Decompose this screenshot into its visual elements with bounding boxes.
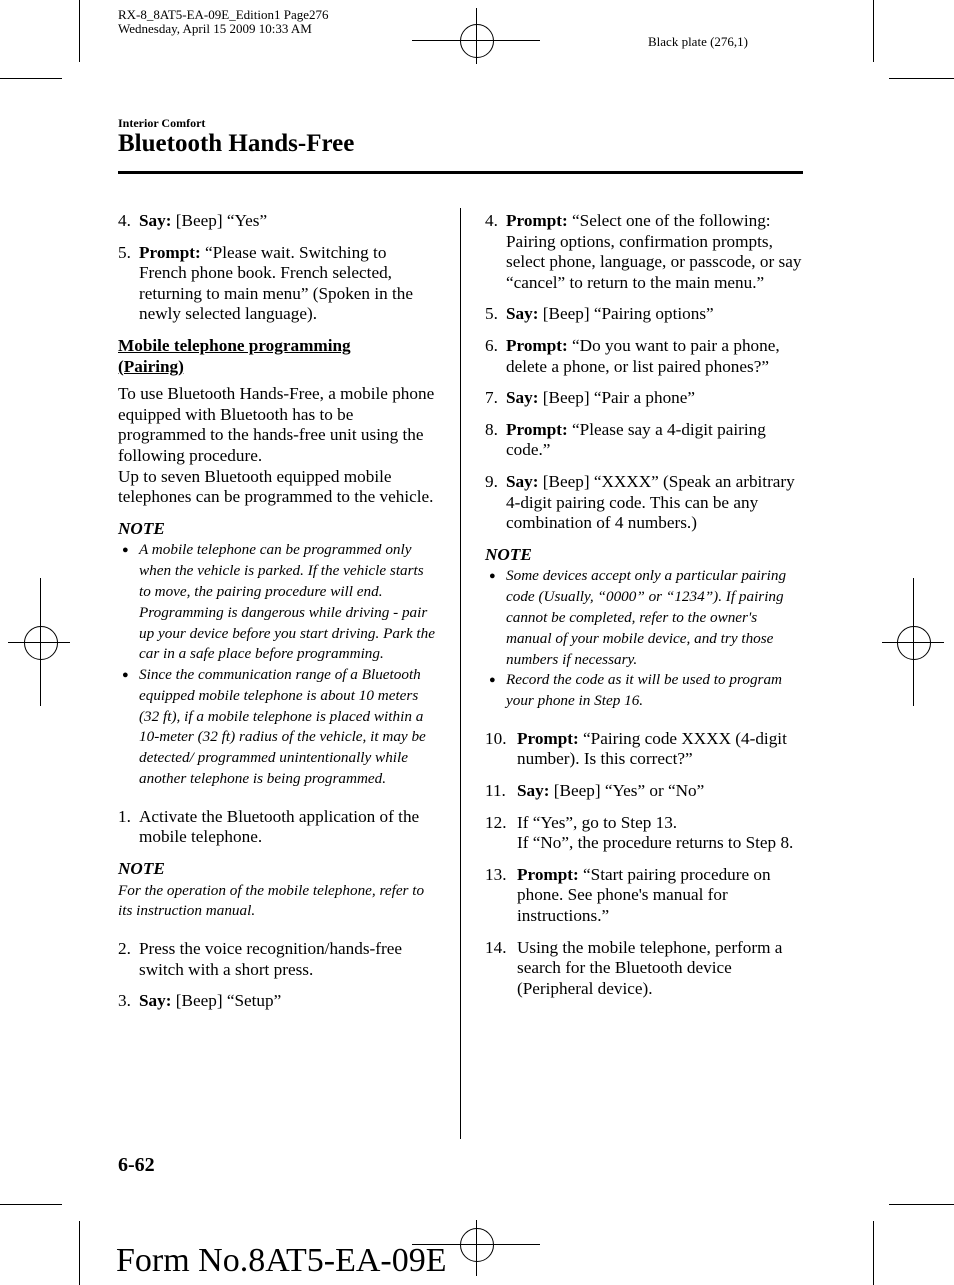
step-label: Prompt: <box>506 419 568 439</box>
step-number: 1. <box>118 806 131 826</box>
step-label: Say: <box>506 471 539 491</box>
step-label: Say: <box>139 991 172 1011</box>
step-left-5 <box>118 243 436 325</box>
note-bullet <box>485 566 803 670</box>
step-number: 4. <box>118 211 131 230</box>
title-rule <box>118 171 803 174</box>
step-text: [Beep] “Pair a phone” <box>538 388 696 408</box>
note-bullet-text: Some devices accept only a particular pairing code (Usually, “0000” or “1234”). If pairing cannot be completed, refer to the owner's manual of your mobile device, and try those numbers if necessary. <box>506 567 787 668</box>
step-number: 3. <box>118 991 131 1011</box>
print-job-file: RX-8_8AT5-EA-09E_Edition1 Page276 <box>118 7 329 22</box>
print-job-date: Wednesday, April 15 2009 10:33 AM <box>118 21 312 36</box>
step-text: Using the mobile telephone, perform a search for the Bluetooth device (Peripheral device). <box>517 937 783 998</box>
step-text: [Beep] “Setup” <box>171 991 282 1011</box>
step-right-11 <box>485 781 803 802</box>
plate-label: Black plate (276,1) <box>648 34 748 49</box>
step-number: 8. <box>485 419 498 439</box>
step-label: Say: <box>506 304 539 324</box>
step-right-6 <box>485 336 803 377</box>
step-number: 12. <box>485 812 507 832</box>
step-label: Say: <box>506 388 539 408</box>
step-text: “Select one of the following: Pairing options, confirmation prompts, select phone, language, or passcode, or say “cancel” to return to the main menu.” <box>506 211 802 292</box>
step-left-1 <box>118 807 436 848</box>
intro-paragraph: To use Bluetooth Hands-Free, a mobile phone equipped with Bluetooth has to be programmed to the hands-free unit using the following procedure. <box>118 384 435 465</box>
step-text: Activate the Bluetooth application of the mobile telephone. <box>139 806 420 847</box>
step-number: 4. <box>485 211 498 230</box>
step-text: [Beep] “Pairing options” <box>538 304 714 324</box>
step-text: [Beep] “Yes” or “No” <box>549 781 705 801</box>
note-bullet-text: Record the code as it will be used to program your phone in Step 16. <box>506 671 783 710</box>
form-number: Form No.8AT5-EA-09E <box>116 1242 447 1279</box>
step-right-14 <box>485 938 803 1000</box>
step-text: “Pairing code XXXX (4-digit number). Is this correct?” <box>517 728 787 769</box>
step-text: [Beep] “Yes” <box>171 211 268 230</box>
bullet-icon: ● <box>122 669 129 682</box>
step-text: “Do you want to pair a phone, delete a phone, or list paired phones?” <box>506 335 780 376</box>
step-text: “Please wait. Switching to French phone book. French selected, returning to main menu” (Spoken in the newly selected language). <box>139 242 413 324</box>
step-right-7 <box>485 388 803 409</box>
bullet-icon: ● <box>122 544 129 557</box>
step-number: 9. <box>485 471 498 491</box>
print-job-info <box>118 8 329 36</box>
step-label: Say: <box>517 781 550 801</box>
step-text: “Please say a 4-digit pairing code.” <box>506 419 766 460</box>
bullet-icon: ● <box>489 674 496 687</box>
note-bullet <box>118 540 436 665</box>
step-text-yes: If “Yes”, go to Step 13. <box>517 812 678 832</box>
step-number: 6. <box>485 335 498 355</box>
step-number: 13. <box>485 864 507 884</box>
step-label: Say: <box>139 211 172 230</box>
section-label: Interior Comfort <box>118 116 206 130</box>
note-bullet-text: A mobile telephone can be programmed only when the vehicle is parked. If the vehicle starts to move, the pairing procedure will end. Programming is dangerous while driving - pair up your device before you start driving. Park the car in a safe place before programming. <box>139 541 435 663</box>
step-number: 11. <box>485 781 506 801</box>
step-number: 7. <box>485 388 498 408</box>
step-label: Prompt: <box>506 335 568 355</box>
step-right-13 <box>485 865 803 927</box>
step-right-9 <box>485 472 803 534</box>
note-bullet <box>485 670 803 712</box>
step-text: [Beep] “XXXX” (Speak an arbitrary 4-digit pairing code. This can be any combination of 4 numbers.) <box>506 471 795 533</box>
note-title: NOTE <box>485 544 532 564</box>
capacity-paragraph: Up to seven Bluetooth equipped mobile telephones can be programmed to the vehicle. <box>118 466 434 507</box>
note-list <box>118 540 436 790</box>
page-number: 6-62 <box>118 1154 155 1176</box>
step-label: Prompt: <box>139 242 201 262</box>
step-left-3 <box>118 991 436 1012</box>
step-text-no: If “No”, the procedure returns to Step 8. <box>517 833 794 853</box>
note-bullet-text: Since the communication range of a Bluetooth equipped mobile telephone is about 10 meters (32 ft), if a mobile telephone is placed within a 10-meter (32 ft) radius of the vehicle, it may be detected/ programmed unintentionally while another telephone is being programmed. <box>139 666 426 788</box>
column-divider <box>460 208 461 1139</box>
step-text: “Start pairing procedure on phone. See phone's manual for instructions.” <box>517 864 771 926</box>
left-column <box>118 211 436 1023</box>
step-left-4 <box>118 211 436 232</box>
note-title: NOTE <box>118 859 165 879</box>
step-number: 10. <box>485 728 507 748</box>
note-title: NOTE <box>118 518 165 538</box>
step-label: Prompt: <box>517 728 579 748</box>
step-label: Prompt: <box>506 211 568 230</box>
note-bullet <box>118 665 436 790</box>
step-right-10 <box>485 729 803 770</box>
step-label: Prompt: <box>517 864 579 884</box>
subsection-heading: Mobile telephone programming (Pairing) <box>118 335 351 376</box>
step-right-5 <box>485 304 803 325</box>
step-number: 2. <box>118 939 131 959</box>
note-text: For the operation of the mobile telephone, refer to its instruction manual. <box>118 881 425 920</box>
step-number: 5. <box>485 304 498 324</box>
note-list <box>485 566 803 712</box>
step-left-2 <box>118 939 436 980</box>
step-text: Press the voice recognition/hands-free switch with a short press. <box>139 939 402 979</box>
step-number: 14. <box>485 937 507 957</box>
right-column <box>485 211 803 1010</box>
page-title: Bluetooth Hands-Free <box>118 130 355 157</box>
step-right-4 <box>485 211 803 293</box>
step-right-12 <box>485 813 803 854</box>
step-number: 5. <box>118 242 131 262</box>
step-right-8 <box>485 420 803 461</box>
bullet-icon: ● <box>489 570 496 583</box>
